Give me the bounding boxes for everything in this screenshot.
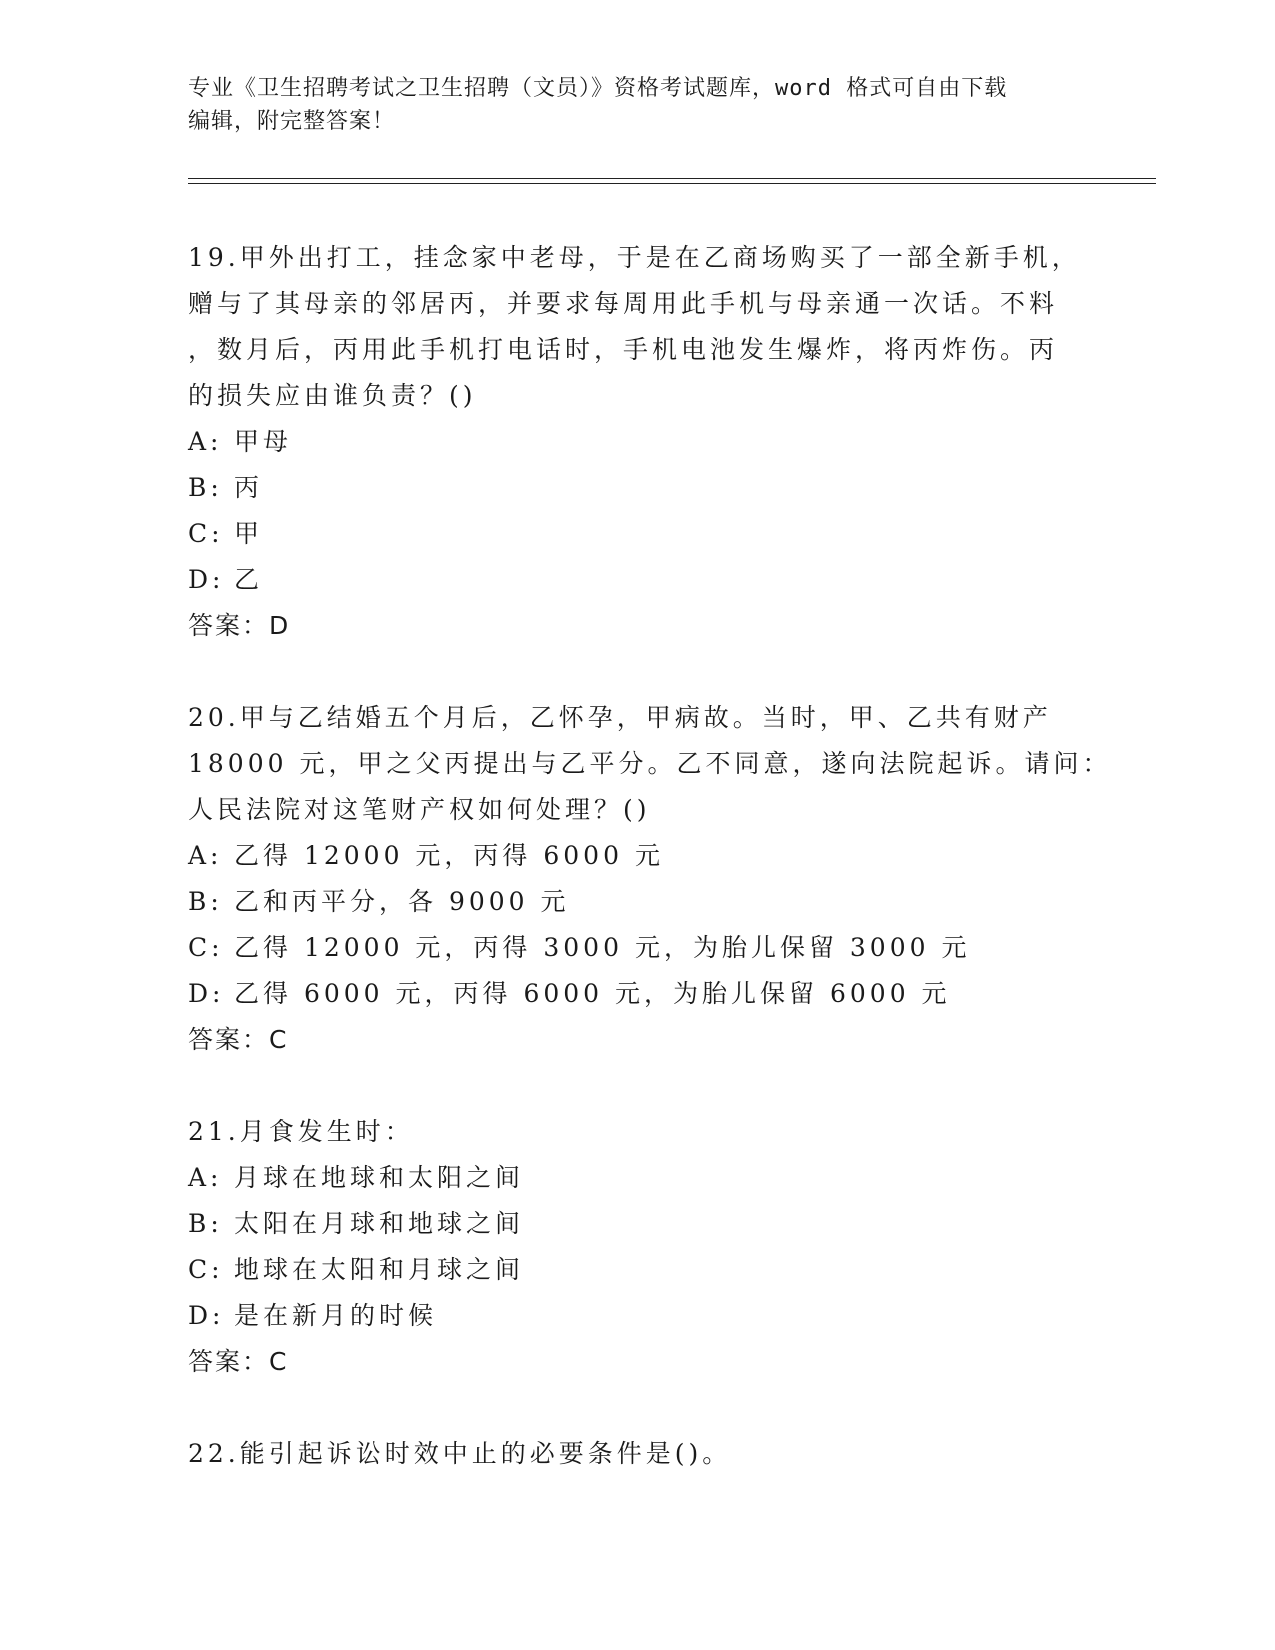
option-letter: A: [188, 427, 223, 456]
option-letter: C: [188, 519, 224, 548]
option-text: 月球在地球和太阳之间 [234, 1163, 525, 1192]
question-block [188, 695, 1112, 1063]
option-a [188, 1155, 1088, 1201]
option-letter: C: [188, 1255, 224, 1284]
option-d [188, 557, 1088, 603]
option-letter: D: [188, 565, 225, 594]
option-d [188, 1293, 1088, 1339]
question-block [188, 235, 1088, 649]
option-letter: D: [188, 979, 225, 1008]
option-b [188, 879, 1088, 925]
option-letter: D: [188, 1301, 225, 1330]
option-c [188, 511, 1088, 557]
option-a [188, 419, 1088, 465]
option-text: 地球在太阳和月球之间 [234, 1255, 525, 1284]
option-letter: A: [188, 1163, 223, 1192]
question-spacer [188, 1063, 1088, 1109]
option-b [188, 1201, 1088, 1247]
header-line-1: 专业《卫生招聘考试之卫生招聘（文员）》资格考试题库，word 格式可自由下载 [188, 76, 1008, 101]
option-letter: B: [188, 473, 223, 502]
option-text: 丙 [234, 473, 264, 502]
answer-line: 答案：D [188, 611, 291, 640]
header-divider-top [188, 178, 1156, 179]
option-text: 乙得 12000 元，丙得 3000 元，为胎儿保留 3000 元 [234, 933, 971, 962]
option-letter: C: [188, 933, 224, 962]
question-text-line: 18000 元，甲之父丙提出与乙平分。乙不同意，遂向法院起诉。请问： [188, 749, 1112, 778]
answer-line: 答案：C [188, 1347, 289, 1376]
option-text: 乙和丙平分，各 9000 元 [234, 887, 570, 916]
header-divider-bottom [188, 183, 1156, 184]
question-text-line: 的损失应由谁负责？() [188, 381, 477, 410]
option-text: 乙 [234, 565, 264, 594]
question-list [188, 235, 1112, 1477]
option-letter: A: [188, 841, 223, 870]
option-b [188, 465, 1088, 511]
document-header [188, 72, 1088, 138]
question-text-line: 19.甲外出打工，挂念家中老母，于是在乙商场购买了一部全新手机， [188, 243, 1081, 272]
question-text-line: 人民法院对这笔财产权如何处理？() [188, 795, 651, 824]
option-text: 乙得 12000 元，丙得 6000 元 [234, 841, 664, 870]
option-a [188, 833, 1088, 879]
option-text: 甲母 [234, 427, 293, 456]
option-text: 甲 [234, 519, 264, 548]
question-spacer [188, 1385, 1088, 1431]
option-c [188, 1247, 1088, 1293]
answer-line: 答案：C [188, 1025, 289, 1054]
option-c [188, 925, 1088, 971]
header-line-2: 编辑，附完整答案！ [188, 109, 396, 134]
option-letter: B: [188, 1209, 223, 1238]
option-text: 乙得 6000 元，丙得 6000 元，为胎儿保留 6000 元 [234, 979, 951, 1008]
question-text-line: 21.月食发生时： [188, 1117, 414, 1146]
question-text-line: 赠与了其母亲的邻居丙，并要求每周用此手机与母亲通一次话。不料 [188, 289, 1059, 318]
question-block [188, 1431, 1088, 1477]
question-spacer [188, 649, 1088, 695]
question-block [188, 1109, 1088, 1385]
option-text: 是在新月的时候 [234, 1301, 438, 1330]
question-text-line: 20.甲与乙结婚五个月后，乙怀孕，甲病故。当时，甲、乙共有财产 [188, 703, 1052, 732]
question-text-line: ，数月后，丙用此手机打电话时，手机电池发生爆炸，将丙炸伤。丙 [188, 335, 1059, 364]
option-letter: B: [188, 887, 223, 916]
option-d [188, 971, 1088, 1017]
question-text-line: 22.能引起诉讼时效中止的必要条件是()。 [188, 1439, 732, 1468]
option-text: 太阳在月球和地球之间 [234, 1209, 525, 1238]
